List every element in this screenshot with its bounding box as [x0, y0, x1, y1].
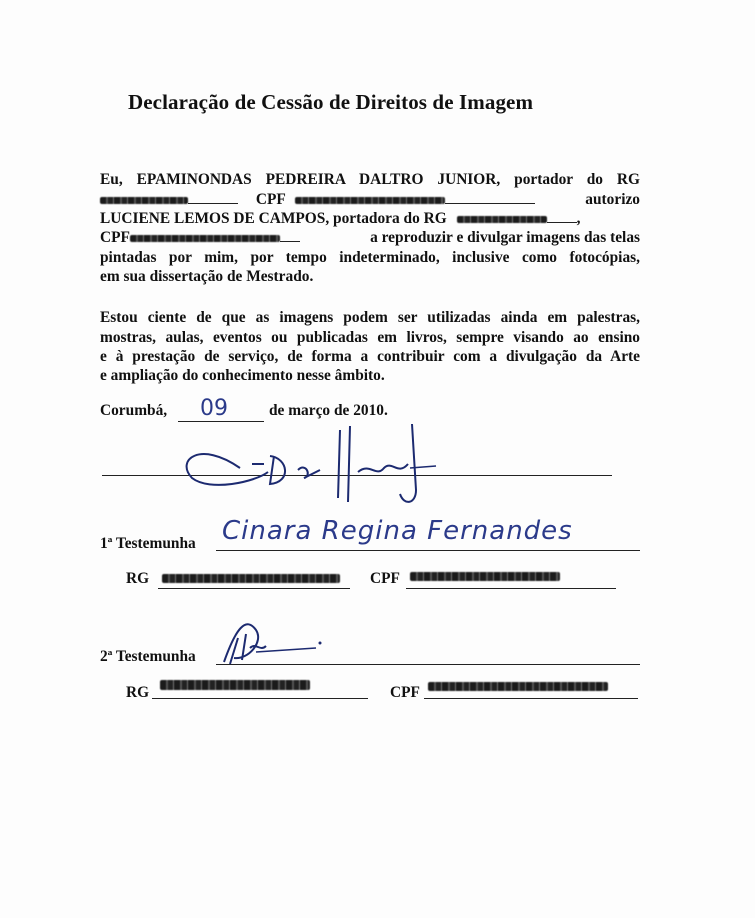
redacted-rg	[100, 197, 188, 204]
witness2-rg-label: RG	[126, 684, 150, 701]
redacted-cpf	[130, 235, 280, 242]
handwritten-day: 09	[200, 396, 228, 421]
witness2-label: 2ª Testemunha	[100, 648, 196, 665]
witness1-label: 1ª Testemunha	[100, 535, 196, 552]
witness2-signature	[216, 618, 326, 668]
redacted-witness1-cpf	[410, 572, 560, 581]
date-city: Corumbá,	[100, 402, 168, 419]
para1-line4: CPF a reproduzir e divulgar imagens das telas	[100, 229, 640, 246]
para1-line6: em sua dissertação de Mestrado.	[100, 268, 314, 285]
redacted-witness2-cpf	[428, 682, 608, 691]
witness2-cpf-line	[424, 698, 638, 699]
witness2-cpf-label: CPF	[390, 684, 420, 701]
witness1-cpf-label: CPF	[370, 570, 400, 587]
redacted-witness2-rg	[160, 680, 310, 690]
para1-line2	[100, 190, 640, 210]
redacted-cpf	[295, 197, 445, 204]
para2-line3: e à prestação de serviço, de forma a contribuir com a divulgação da Arte	[100, 348, 640, 365]
witness1-rg-line	[158, 588, 350, 589]
witness1-signature-line	[216, 550, 640, 551]
para2-line1: Estou ciente de que as imagens podem ser utilizadas ainda em palestras,	[100, 309, 640, 326]
para1-line3: LUCIENE LEMOS DE CAMPOS, portadora do RG ,	[100, 210, 581, 227]
witness2-rg-line	[152, 698, 368, 699]
redacted-rg	[457, 216, 547, 223]
para1-line1: Eu, EPAMINONDAS PEDREIRA DALTRO JUNIOR, portador do RG	[100, 171, 640, 188]
document-title: Declaração de Cessão de Direitos de Imagem	[128, 90, 534, 114]
para2-line2: mostras, aulas, eventos ou publicadas em livros, sempre visando ao ensino	[100, 329, 640, 346]
witness1-cpf-line	[406, 588, 616, 589]
para2-line4: e ampliação do conhecimento nesse âmbito.	[100, 367, 385, 384]
redacted-witness1-rg	[162, 574, 340, 583]
date-rest: de março de 2010.	[269, 402, 388, 419]
para1-line5: pintadas por mim, por tempo indeterminado, inclusive como fotocópias,	[100, 249, 640, 266]
authorize-word: autorizo	[585, 191, 640, 208]
cpf-label: CPF	[100, 229, 130, 246]
cpf-label: CPF	[255, 191, 286, 208]
main-signature	[180, 420, 440, 510]
witness1-signature: Cinara Regina Fernandes	[222, 516, 573, 546]
witness1-rg-label: RG	[126, 570, 150, 587]
